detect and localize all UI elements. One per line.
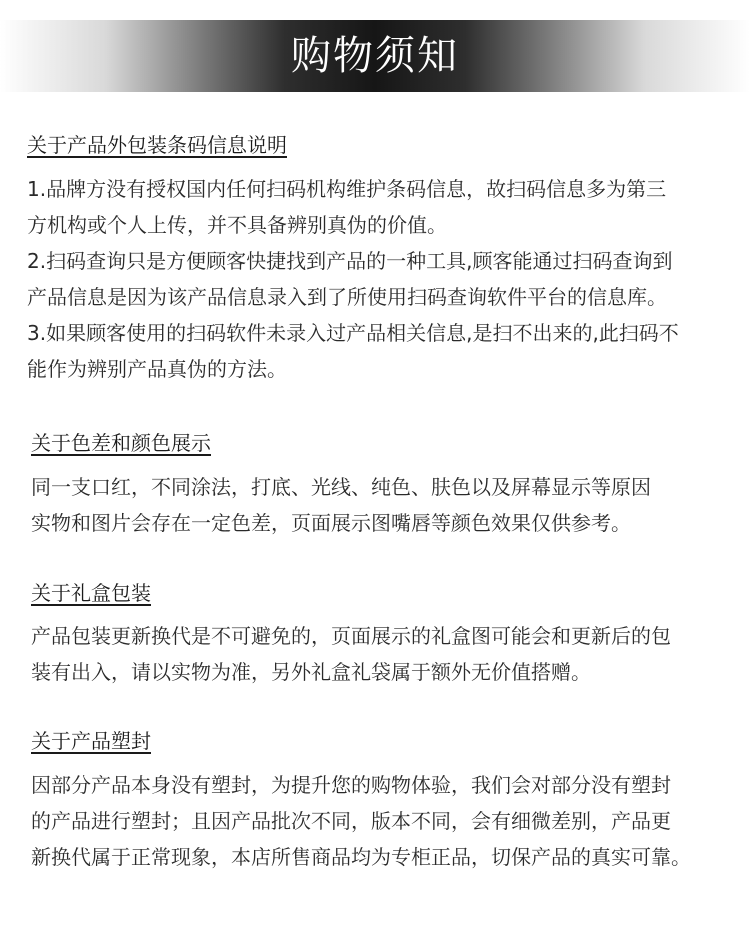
paragraph-line: 新换代属于正常现象，本店所售商品均为专柜正品，切保产品的真实可靠。 [31, 845, 691, 869]
paragraph-line: 的产品进行塑封；且因产品批次不同，版本不同，会有细微差别，产品更 [31, 809, 671, 833]
paragraph-line: 产品包装更新换代是不可避免的，页面展示的礼盒图可能会和更新后的包 [31, 624, 671, 648]
page-title: 购物须知 [291, 33, 459, 79]
paragraph-line: 产品信息是因为该产品信息录入到了所使用扫码查询软件平台的信息库。 [27, 285, 667, 309]
paragraph-line: 因部分产品本身没有塑封，为提升您的购物体验，我们会对部分没有塑封 [31, 773, 671, 797]
section-heading: 关于产品外包装条码信息说明 [27, 133, 287, 157]
paragraph-line: 方机构或个人上传，并不具备辨别真伪的价值。 [27, 213, 447, 237]
paragraph-line: 2.扫码查询只是方便顾客快捷找到产品的一种工具,顾客能通过扫码查询到 [27, 249, 673, 273]
paragraph-line: 实物和图片会存在一定色差，页面展示图嘴唇等颜色效果仅供参考。 [31, 511, 631, 535]
paragraph-line: 同一支口红，不同涂法，打底、光线、纯色、肤色以及屏幕显示等原因 [31, 475, 651, 499]
section-heading: 关于产品塑封 [31, 729, 151, 753]
paragraph-line: 能作为辨别产品真伪的方法。 [27, 357, 287, 381]
paragraph-line: 装有出入，请以实物为准，另外礼盒礼袋属于额外无价值搭赠。 [31, 660, 591, 684]
paragraph-line: 3.如果顾客使用的扫码软件未录入过产品相关信息,是扫不出来的,此扫码不 [27, 321, 679, 345]
section-heading: 关于色差和颜色展示 [31, 431, 211, 455]
header-banner [0, 20, 750, 92]
section-heading: 关于礼盒包装 [31, 581, 151, 605]
paragraph-line: 1.品牌方没有授权国内任何扫码机构维护条码信息，故扫码信息多为第三 [27, 177, 667, 201]
